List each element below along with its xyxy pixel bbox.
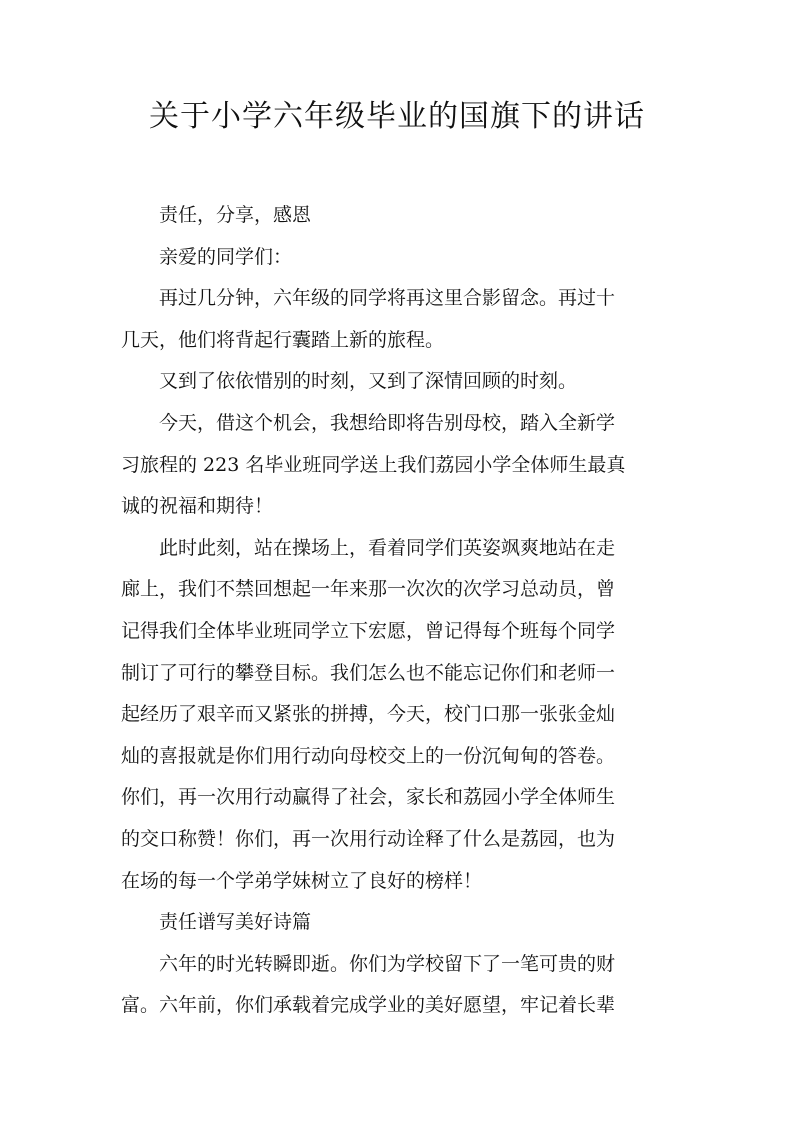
paragraph-line: 灿的喜报就是你们用行动向母校交上的一份沉甸甸的答卷。 [121,744,616,767]
paragraph-line: 诚的祝福和期待！ [121,495,274,518]
paragraph-line: 今天，借这个机会，我想给即将告别母校，踏入全新学 [159,411,616,434]
paragraph-line: 又到了依依惜别的时刻，又到了深情回顾的时刻。 [159,370,578,393]
paragraph-line: 责任，分享，感恩 [159,204,312,226]
paragraph-line: 你们，再一次用行动赢得了社会，家长和荔园小学全体师生 [121,786,616,809]
document-title: 关于小学六年级毕业的国旗下的讲话 [149,99,645,134]
paragraph-line: 的交口称赞！你们，再一次用行动诠释了什么是荔园，也为 [121,827,616,850]
paragraph-line: 起经历了艰辛而又紧张的拼搏，今天，校门口那一张张金灿 [121,703,616,726]
document-body [121,195,693,1027]
paragraph-line: 富。六年前，你们承载着完成学业的美好愿望，牢记着长辈 [121,994,616,1017]
paragraph-line: 再过几分钟，六年级的同学将再这里合影留念。再过十 [159,287,616,310]
paragraph-line: 此时此刻，站在操场上，看着同学们英姿飒爽地站在走 [159,536,616,559]
paragraph-line: 六年的时光转瞬即逝。你们为学校留下了一笔可贵的财 [159,952,616,975]
section-heading: 责任谱写美好诗篇 [159,911,312,934]
paragraph-line: 几天，他们将背起行囊踏上新的旅程。 [121,328,445,351]
paragraph-line: 习旅程的 223 名毕业班同学送上我们荔园小学全体师生最真 [121,453,626,476]
paragraph-line: 亲爱的同学们： [159,245,293,268]
paragraph-line: 廊上，我们不禁回想起一年来那一次次的次学习总动员，曾 [121,578,616,601]
paragraph-line: 在场的每一个学弟学妹树立了良好的榜样！ [121,869,483,892]
paragraph-line: 制订了可行的攀登目标。我们怎么也不能忘记你们和老师一 [121,661,616,684]
paragraph-line: 记得我们全体毕业班同学立下宏愿，曾记得每个班每个同学 [121,619,616,642]
